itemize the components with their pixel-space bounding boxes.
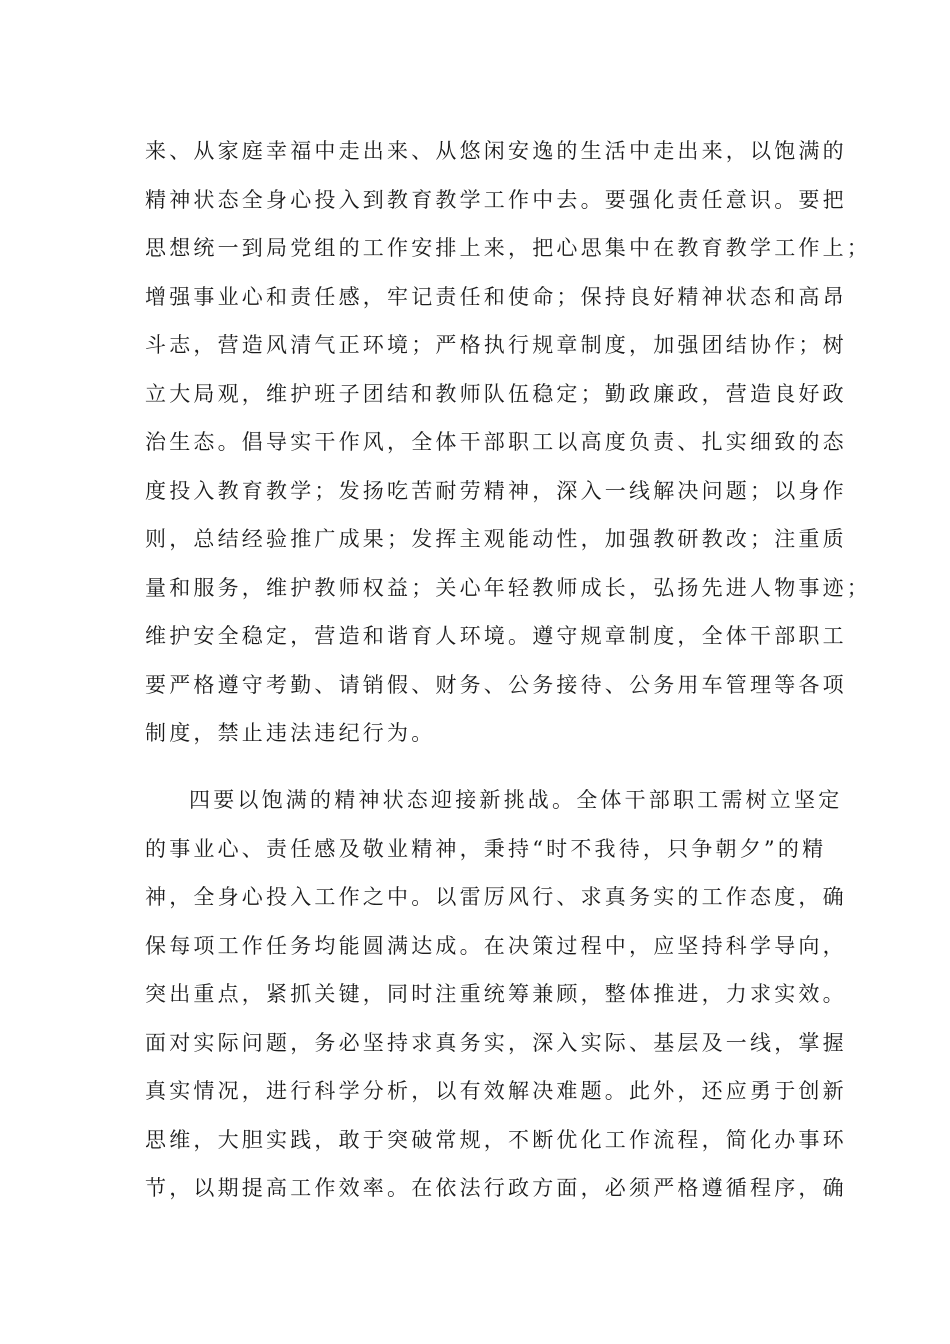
text-line: 保每项工作任务均能圆满达成。在决策过程中，应坚持科学导向， xyxy=(145,933,847,958)
paragraph-1 xyxy=(145,127,871,758)
text-line: 治生态。倡导实干作风，全体干部职工以高度负责、扎实细致的态 xyxy=(145,430,847,454)
text-line: 思维，大胆实践，敢于突破常规，不断优化工作流程，简化办事环 xyxy=(145,1127,847,1152)
text-line: 神，全身心投入工作之中。以雷厉风行、求真务实的工作态度，确 xyxy=(145,885,847,909)
text-line: 立大局观，维护班子团结和教师队伍稳定；勤政廉政，营造良好政 xyxy=(145,381,847,406)
text-line: 来、从家庭幸福中走出来、从悠闲安逸的生活中走出来，以饱满的 xyxy=(145,139,847,163)
text-line: 的事业心、责任感及敬业精神，秉持“时不我待，只争朝夕”的精 xyxy=(145,836,827,861)
text-line: 斗志，营造风清气正环境；严格执行规章制度，加强团结协作；树 xyxy=(145,333,847,357)
text-line: 四要以饱满的精神状态迎接新挑战。全体干部职工需树立坚定 xyxy=(189,788,843,812)
text-line: 增强事业心和责任感，牢记责任和使命；保持良好精神状态和高昂 xyxy=(145,284,847,309)
text-line: 则，总结经验推广成果；发挥主观能动性，加强教研教改；注重质 xyxy=(145,527,847,551)
text-line: 度投入教育教学；发扬吃苦耐劳精神，深入一线解决问题；以身作 xyxy=(145,478,847,503)
text-line: 制度，禁止违法违纪行为。 xyxy=(145,721,436,745)
text-line: 节，以期提高工作效率。在依法行政方面，必须严格遵循程序，确 xyxy=(145,1176,847,1200)
paragraph-2 xyxy=(145,776,847,1213)
text-line: 面对实际问题，务必坚持求真务实，深入实际、基层及一线，掌握 xyxy=(145,1030,847,1055)
text-line: 真实情况，进行科学分析，以有效解决难题。此外，还应勇于创新 xyxy=(145,1079,847,1103)
text-line: 精神状态全身心投入到教育教学工作中去。要强化责任意识。要把 xyxy=(145,187,847,212)
text-line: 量和服务，维护教师权益；关心年轻教师成长，弘扬先进人物事迹； xyxy=(145,575,871,600)
text-line: 突出重点，紧抓关键，同时注重统筹兼顾，整体推进，力求实效。 xyxy=(145,982,847,1006)
text-line: 要严格遵守考勤、请销假、财务、公务接待、公务用车管理等各项 xyxy=(145,672,847,697)
text-line: 思想统一到局党组的工作安排上来，把心思集中在教育教学工作上； xyxy=(145,236,871,260)
text-line: 维护安全稳定，营造和谐育人环境。遵守规章制度，全体干部职工 xyxy=(145,624,847,648)
